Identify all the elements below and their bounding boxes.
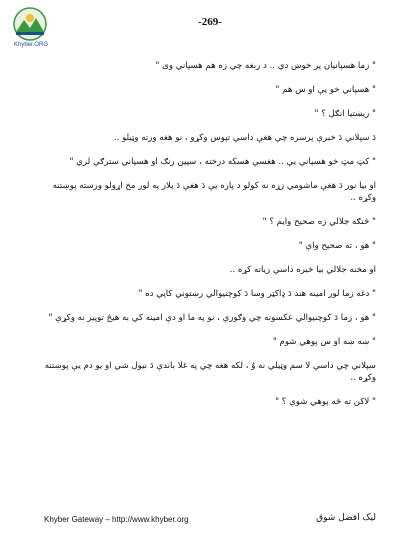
footer-author: ليک افضل شوق <box>316 513 376 523</box>
paragraph: " هو ، ته صحيح واې " <box>298 241 376 251</box>
paragraph: " کټ مټ خو هسپاني يې .. هغسې هسکه درخته ، سپين رنګ او هسپاني سترګې لري " <box>69 157 376 167</box>
paragraph: " هسپاني خو يې او س هم " <box>275 85 376 95</box>
paragraph: " څنګه جلالي زه صحيح وايم ؟ " <box>262 217 376 227</box>
paragraph: " زما هسپانيان پر خوښ دي .. د ربغه چي زه هم هسپاني وی " <box>155 61 376 71</box>
paragraph: " ښه ښه او س پوهي شوم " <box>272 337 376 347</box>
paragraph: " لاکن ته څه پوهي شوې ؟ " <box>275 397 376 407</box>
paragraph: " ريښتيا انګل ؟ " <box>314 109 376 119</box>
paragraph: " دغه زما لور امينه هند دَ ډاکټر وسا دَ کوچنيوالي رښتوني کاپي ده " <box>138 289 376 299</box>
footer-source-link: Khyber Gateway – http://www.khyber.org <box>44 515 189 524</box>
paragraph: او مخنه جلالي بيا خبره داسې زياته کړه .. <box>229 265 376 275</box>
paragraph: سپلاني چي داسې لا سم وټيلي نه وُ ، لکه هغه چي په غلا باندې دَ نيول شي او يو دم يې پوښتنه وکړه .. <box>44 361 376 383</box>
logo-caption: Khyber.ORG <box>13 42 48 48</box>
paragraph: او بيا نور دَ هغې ماشومي زړه نه کولو د پاره يې دَ هغې دَ پلار په لور مخ اړولو ورسته پوښتنه وکړه .. <box>52 181 376 203</box>
paragraph: دَ سپلاني دَ خبرې پرسره چي هغې داسې تپوس وکړو ، نو هغه ورته وټيلو .. <box>113 133 376 143</box>
paragraph: " هو ، زما دَ کوچنيوالي عکسونه چي وګورې ، نو په ما او دې امينه کي به هيڅ توپير نه وکړې " <box>48 313 376 323</box>
page-number: -269- <box>198 16 222 28</box>
document-body <box>42 60 376 420</box>
